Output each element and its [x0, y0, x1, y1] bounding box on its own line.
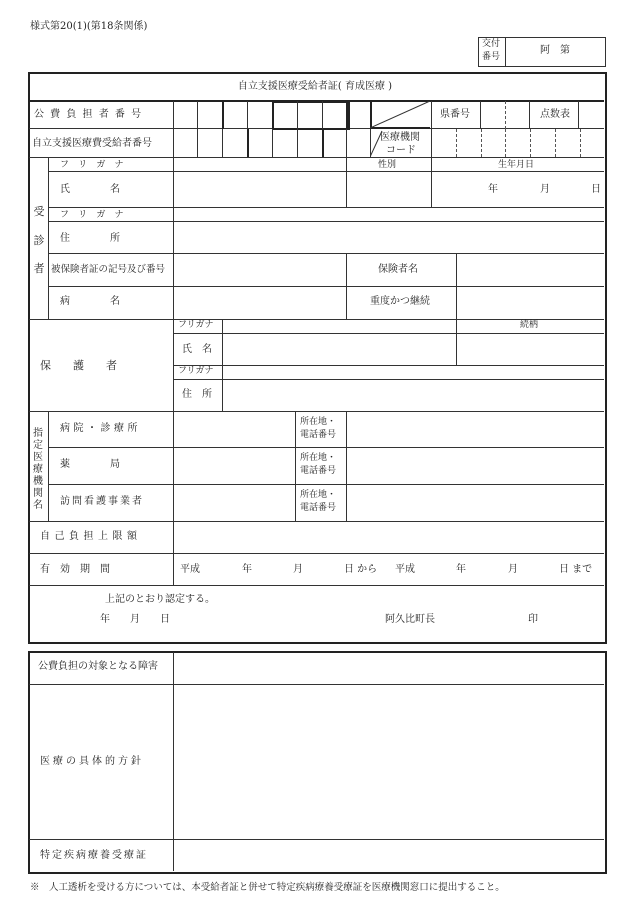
relationship-label: 続柄 — [520, 320, 539, 330]
guardian-name-label: 氏 名 — [182, 344, 212, 355]
medical-institution-code-label-2: コード — [386, 145, 416, 156]
validity-from-era: 平成 — [180, 564, 200, 575]
nursing-location-label: 所在地・ — [300, 490, 337, 500]
validity-to-day: 日 まで — [559, 564, 593, 575]
patient-address-label: 住 所 — [60, 233, 120, 244]
patient-name-label: 氏 名 — [60, 184, 120, 195]
insurer-name-label: 保険者名 — [378, 264, 418, 275]
nursing-phone-label: 電話番号 — [300, 503, 337, 513]
prefecture-number-label: 県番号 — [440, 109, 470, 120]
birth-month: 月 — [540, 184, 550, 195]
birth-day: 日 — [591, 184, 601, 195]
institution-group-label: 指定医療機関名 — [33, 428, 43, 511]
divider — [29, 157, 604, 158]
recipient-number-label: 自立支援医療費受給者番号 — [32, 138, 152, 149]
hospital-label: 病院・診療所 — [60, 423, 141, 434]
patient-group-label: 受診者 — [33, 205, 45, 276]
disease-name-label: 病 名 — [60, 296, 120, 307]
issue-number-value: 阿 第 — [540, 45, 570, 56]
form-number: 様式第20(1)(第18条関係) — [30, 21, 148, 32]
approval-date: 年 月 日 — [100, 614, 170, 625]
pharmacy-label: 薬 局 — [60, 459, 120, 470]
patient-furigana2-label: フ リ ガ ナ — [60, 210, 127, 220]
mayor-name: 阿久比町長 — [385, 614, 435, 625]
target-disability-label: 公費負担の対象となる障害 — [38, 661, 158, 672]
hospital-location-label: 所在地・ — [300, 417, 337, 427]
guardian-furigana2-label: フリガナ — [178, 366, 214, 376]
guardian-furigana-label: フリガナ — [178, 320, 214, 330]
guardian-label: 保 護 者 — [40, 359, 117, 372]
validity-to-era: 平成 — [395, 564, 415, 575]
specific-disease-certificate-label: 特定疾病療養受療証 — [40, 850, 148, 861]
treatment-policy-label: 医療の具体的方針 — [40, 756, 144, 767]
pharmacy-location-label: 所在地・ — [300, 453, 337, 463]
medical-institution-code-label: 医療機関 — [380, 132, 420, 143]
patient-furigana-label: フ リ ガ ナ — [60, 160, 127, 170]
validity-to-month: 月 — [508, 564, 518, 575]
pharmacy-phone-label: 電話番号 — [300, 466, 337, 476]
visiting-nursing-label: 訪問看護事業者 — [60, 496, 144, 507]
divider — [505, 37, 506, 67]
guardian-address-label: 住 所 — [182, 389, 212, 400]
validity-to-year: 年 — [456, 564, 466, 575]
certificate-title: 自立支援医療受給者証( 育成医療 ) — [237, 81, 393, 92]
public-burden-box — [272, 101, 350, 130]
issue-number-label-2: 番号 — [482, 52, 501, 62]
birth-date-label: 生年月日 — [498, 160, 535, 170]
insurance-number-label: 被保険者証の記号及び番号 — [51, 264, 166, 275]
issue-number-label: 交付 — [482, 39, 501, 49]
validity-label: 有 効 期 間 — [40, 564, 110, 575]
approval-statement: 上記のとおり認定する。 — [105, 594, 215, 605]
birth-year: 年 — [488, 184, 498, 195]
validity-from-month: 月 — [293, 564, 303, 575]
score-table-label: 点数表 — [540, 109, 570, 120]
copayment-limit-label: 自己負担上限額 — [40, 531, 142, 542]
validity-from-year: 年 — [242, 564, 252, 575]
validity-from-day: 日 から — [344, 564, 378, 575]
seal-mark: 印 — [528, 614, 538, 625]
sex-label: 性別 — [378, 160, 397, 170]
hospital-phone-label: 電話番号 — [300, 430, 337, 440]
severe-continuous-label: 重度かつ継続 — [370, 296, 430, 307]
public-burden-number-label: 公 費 負 担 者 番 号 — [34, 109, 143, 120]
footnote: ※ 人工透析を受ける方については、本受給者証と併せて特定疾病療養受療証を医療機関窓口に提出すること。 — [30, 882, 505, 893]
